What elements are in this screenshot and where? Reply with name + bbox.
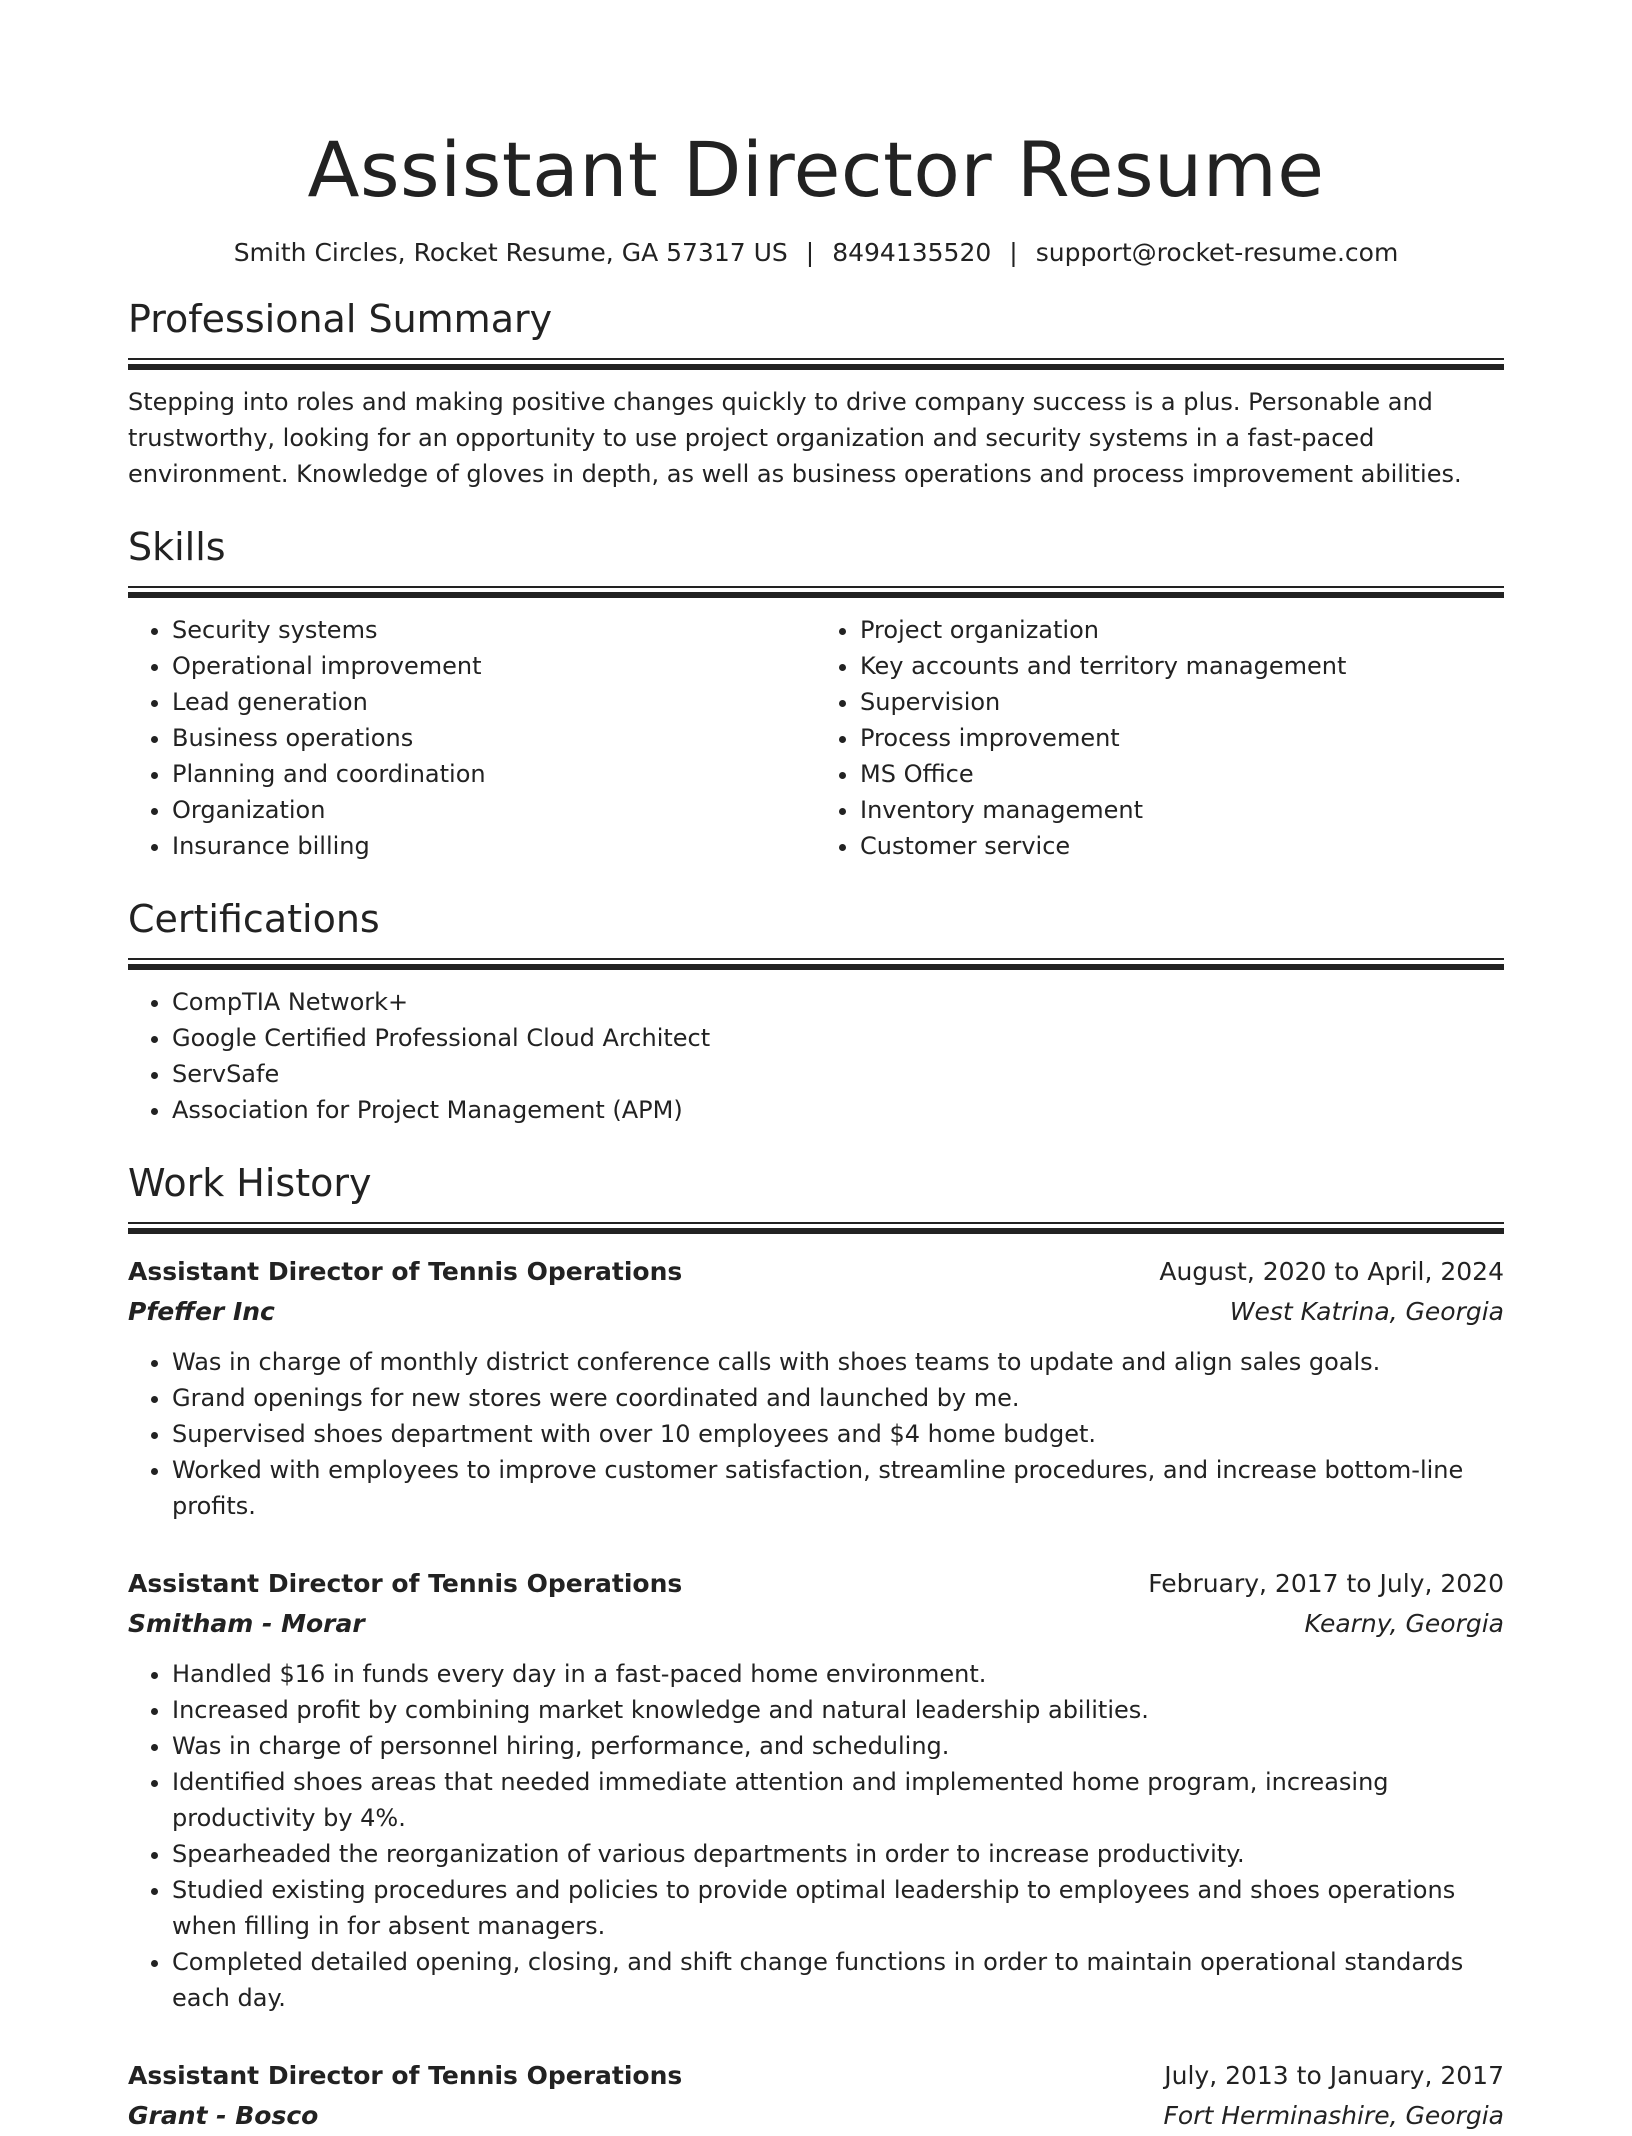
job-company-row [128, 1292, 1504, 1332]
job-bullet: • Was in charge of monthly district conference calls with shoes teams to update and align sales goals. [172, 1344, 1504, 1380]
section-divider [128, 586, 1504, 598]
job-entry [128, 2056, 1504, 2136]
job-title: Assistant Director of Tennis Operations [128, 1257, 683, 1286]
job-bullet: • Handled $16 in funds every day in a fast-paced home environment. [172, 1656, 1504, 1692]
skills-grid [128, 612, 1504, 864]
skills-list-right [816, 612, 1504, 864]
job-bullet: • Grand openings for new stores were coordinated and launched by me. [172, 1380, 1504, 1416]
job-bullet: • Increased profit by combining market knowledge and natural leadership abilities. [172, 1692, 1504, 1728]
job-header-row [128, 1564, 1504, 1604]
job-title: Assistant Director of Tennis Operations [128, 2061, 683, 2090]
skill-item: • MS Office [860, 756, 1504, 792]
work-history-section [128, 1158, 1504, 2136]
contact-email[interactable]: support@rocket-resume.com [1035, 238, 1399, 267]
section-heading-summary: Professional Summary [128, 297, 553, 341]
skill-item: • Customer service [860, 828, 1504, 864]
certifications-section [128, 894, 1504, 1128]
certifications-list [128, 984, 1504, 1128]
skills-column-left [128, 612, 816, 864]
job-title: Assistant Director of Tennis Operations [128, 1569, 683, 1598]
job-bullet: • Studied existing procedures and policies to provide optimal leadership to employees and shoes operations when filling in for absent managers. [172, 1872, 1504, 1944]
skill-item: • Insurance billing [172, 828, 816, 864]
certification-item: • Association for Project Management (APM) [172, 1092, 1504, 1128]
job-entry [128, 1252, 1504, 1524]
contact-address: Smith Circles, Rocket Resume, GA 57317 US [233, 238, 788, 267]
skill-item: • Key accounts and territory management [860, 648, 1504, 684]
skill-item: • Organization [172, 792, 816, 828]
job-bullet: • Identified shoes areas that needed immediate attention and implemented home program, increasing productivity by 4%. [172, 1764, 1504, 1836]
job-location: West Katrina, Georgia [1229, 1297, 1504, 1326]
job-company: Grant - Bosco [128, 2101, 319, 2130]
job-bullet: • Supervised shoes department with over 10 employees and $4 home budget. [172, 1416, 1504, 1452]
section-divider [128, 1222, 1504, 1234]
summary-section [128, 294, 1504, 492]
section-divider [128, 958, 1504, 970]
job-bullet: • Worked with employees to improve customer satisfaction, streamline procedures, and increase bottom-line profits. [172, 1452, 1504, 1524]
job-dates: August, 2020 to April, 2024 [1159, 1257, 1504, 1286]
contact-separator: | [805, 238, 815, 267]
contact-phone: 8494135520 [832, 238, 992, 267]
skill-item: • Supervision [860, 684, 1504, 720]
certification-item: • Google Certified Professional Cloud Architect [172, 1020, 1504, 1056]
job-bullet-list [128, 1344, 1504, 1524]
job-location: Kearny, Georgia [1304, 1609, 1504, 1638]
job-company: Smitham - Morar [128, 1609, 365, 1638]
job-bullet: • Completed detailed opening, closing, and shift change functions in order to maintain operational standards each day. [172, 1944, 1504, 2016]
resume-title: Assistant Director Resume [307, 125, 1325, 214]
job-dates: July, 2013 to January, 2017 [1164, 2061, 1504, 2090]
job-company: Pfeffer Inc [128, 1297, 275, 1326]
certification-item: • CompTIA Network+ [172, 984, 1504, 1020]
skill-item: • Lead generation [172, 684, 816, 720]
skill-item: • Planning and coordination [172, 756, 816, 792]
job-location: Fort Herminashire, Georgia [1163, 2101, 1504, 2130]
skills-list-left [128, 612, 816, 864]
job-bullet-list [128, 1656, 1504, 2016]
skill-item: • Process improvement [860, 720, 1504, 756]
summary-text: Stepping into roles and making positive changes quickly to drive company success is a plus. Personable and trustworthy, looking for an opportunity to use project organization and security systems in a fast-paced environment. Knowledge of gloves in depth, as well as business operations and process improvement abilities. [128, 388, 1462, 488]
contact-separator: | [1009, 238, 1018, 267]
job-bullet: • Spearheaded the reorganization of various departments in order to increase productivity. [172, 1836, 1504, 1872]
job-header-row [128, 1252, 1504, 1292]
skill-item: • Operational improvement [172, 648, 816, 684]
job-company-row [128, 2096, 1504, 2136]
job-header-row [128, 2056, 1504, 2096]
skills-column-right [816, 612, 1504, 864]
skill-item: • Inventory management [860, 792, 1504, 828]
job-dates: February, 2017 to July, 2020 [1148, 1569, 1504, 1598]
skills-section [128, 522, 1504, 864]
skill-item: • Project organization [860, 612, 1504, 648]
section-divider [128, 358, 1504, 370]
certification-item: • ServSafe [172, 1056, 1504, 1092]
section-heading-skills: Skills [128, 525, 226, 569]
contact-line [128, 236, 1504, 270]
skill-item: • Business operations [172, 720, 816, 756]
job-bullet: • Was in charge of personnel hiring, performance, and scheduling. [172, 1728, 1504, 1764]
section-heading-work-history: Work History [128, 1161, 372, 1205]
skill-item: • Security systems [172, 612, 816, 648]
section-heading-certifications: Certifications [128, 897, 380, 941]
job-entry [128, 1564, 1504, 2016]
job-company-row [128, 1604, 1504, 1644]
